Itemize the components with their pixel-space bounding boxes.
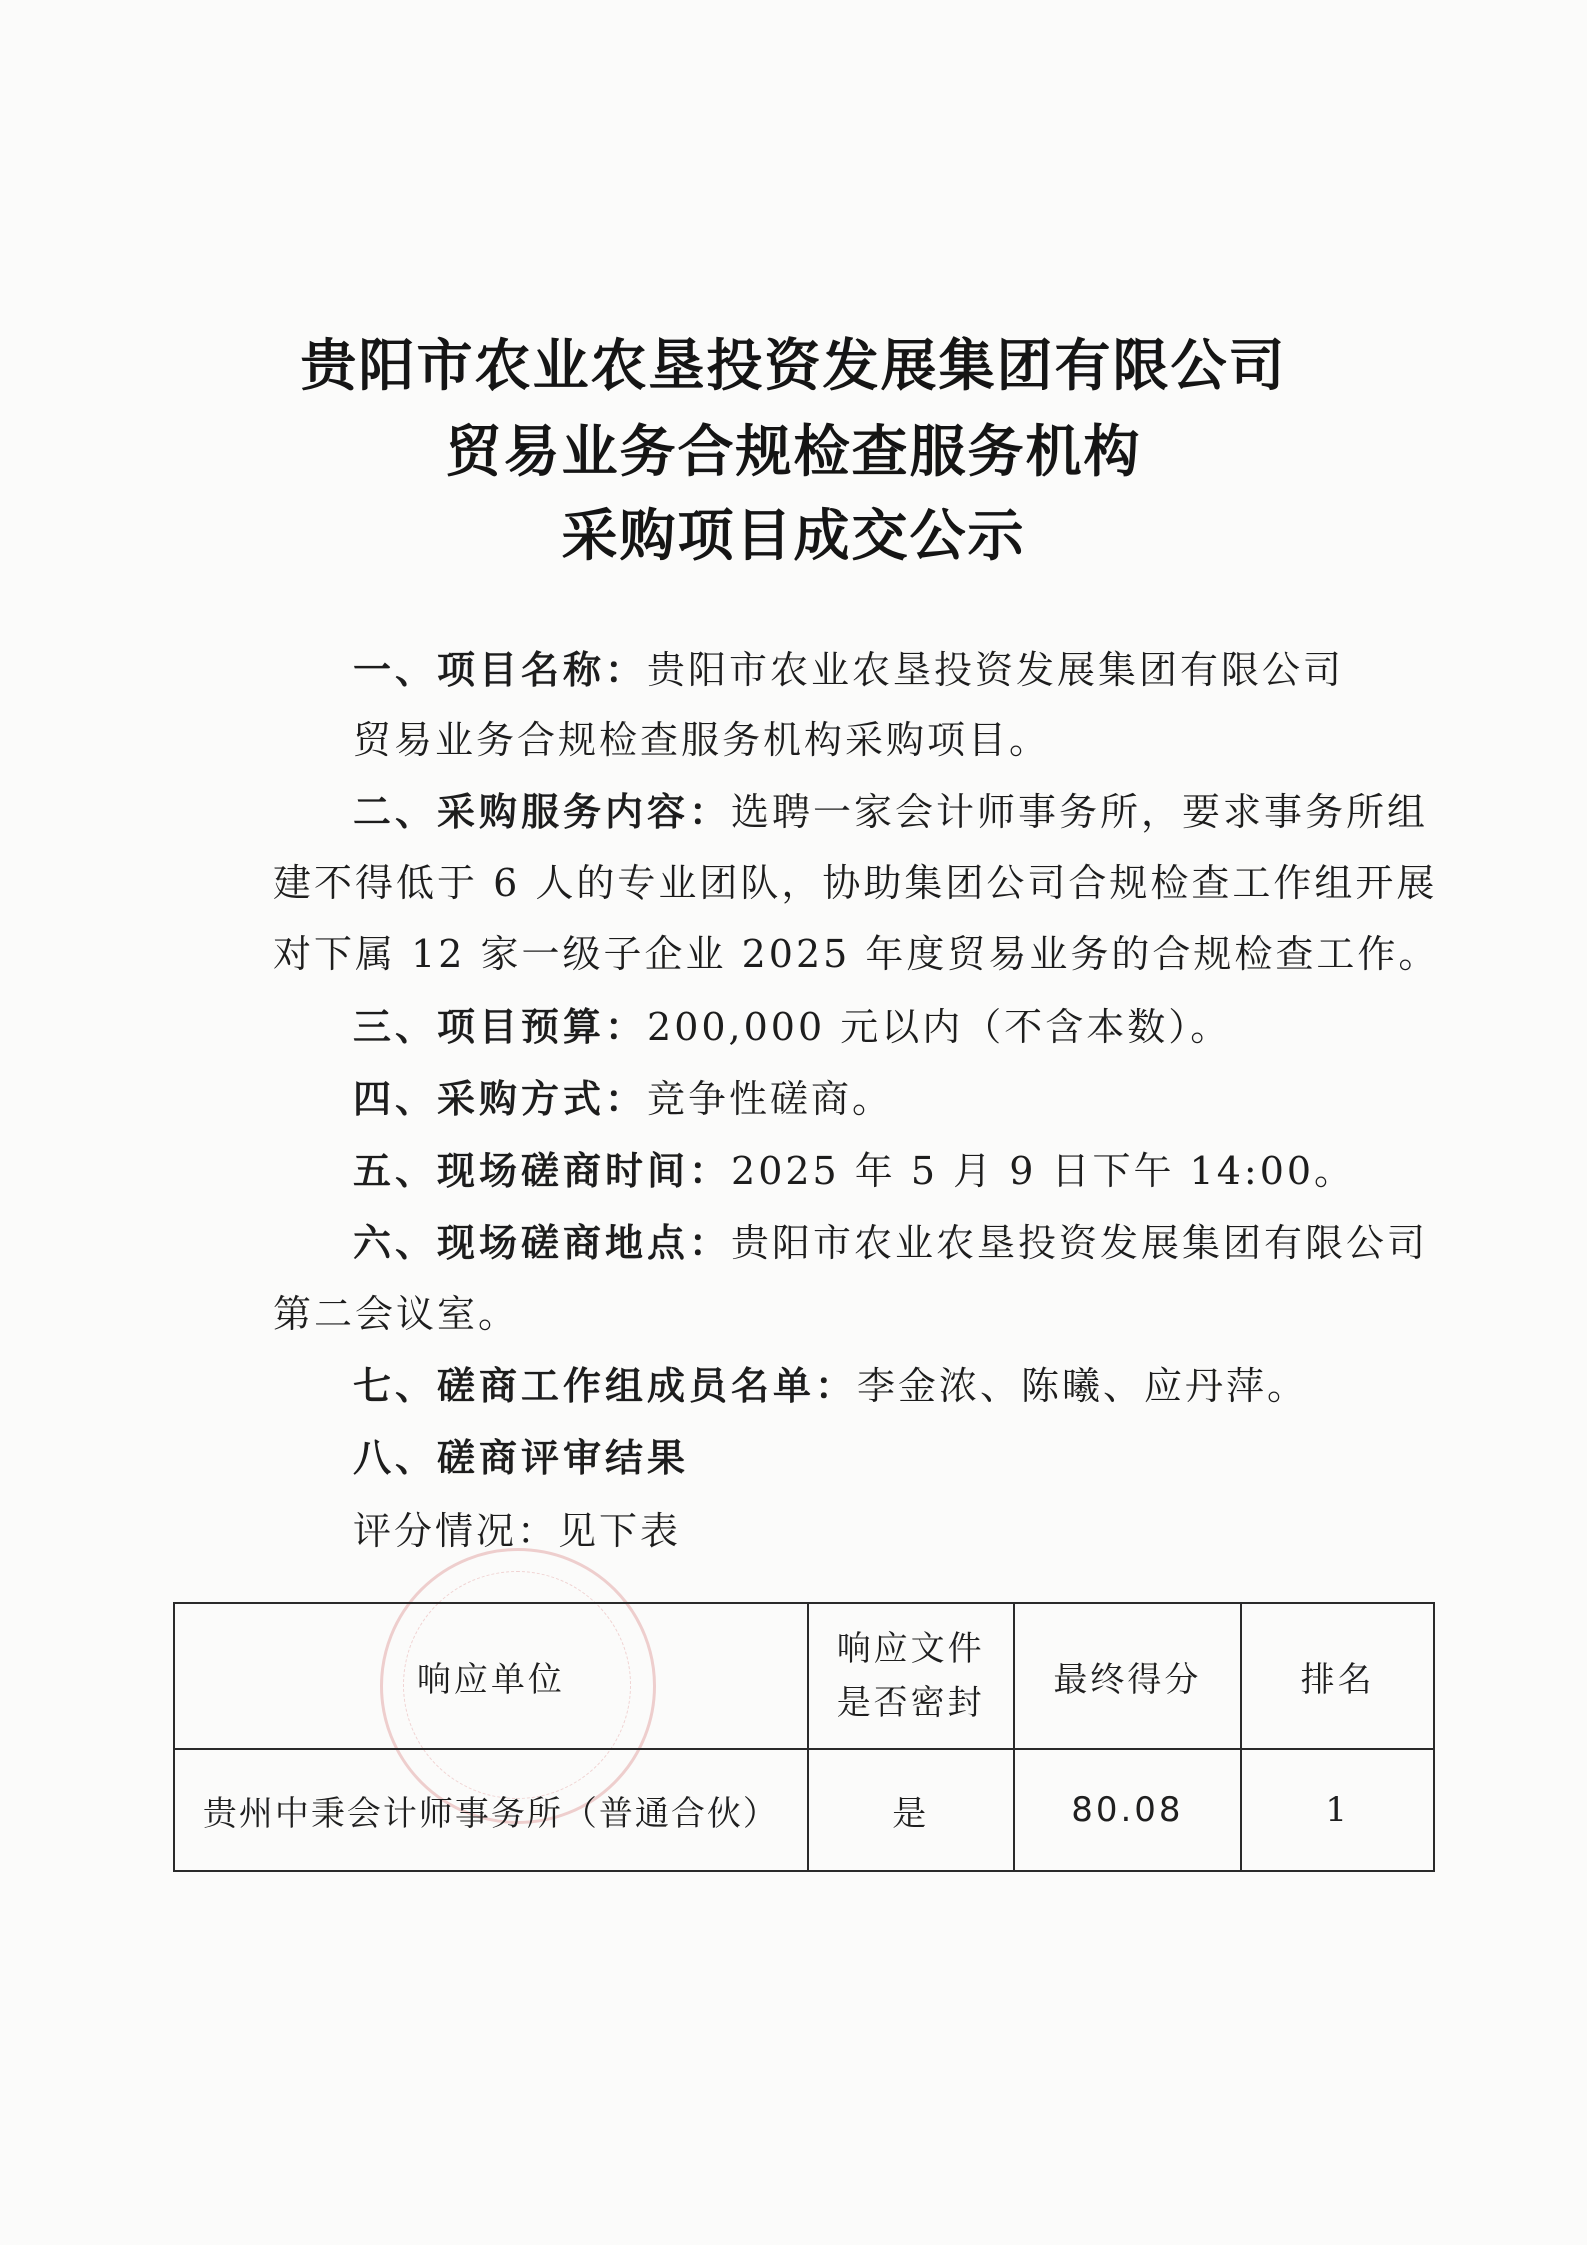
cell-rank: 1 <box>1241 1749 1434 1871</box>
section-5-label: 五、现场磋商时间： <box>353 1149 732 1193</box>
section-4 <box>353 1074 1433 1124</box>
title-line-2: 贸易业务合规检查服务机构 <box>445 420 1142 485</box>
header-rank: 排名 <box>1241 1603 1434 1749</box>
section-5 <box>353 1146 1433 1196</box>
section-1-text-2: 贸易业务合规检查服务机构采购项目。 <box>353 718 1051 762</box>
section-6 <box>353 1218 1433 1268</box>
section-2-text-2: 建不得低于 6 人的专业团队，协助集团公司合规检查工作组开展 <box>273 861 1438 905</box>
header-sealed-line-1: 响应文件 <box>836 1629 985 1669</box>
table-header-row <box>174 1603 1434 1749</box>
section-2-text-3: 对下属 12 家一级子企业 2025 年度贸易业务的合规检查工作。 <box>273 932 1440 976</box>
section-8-heading: 八、磋商评审结果 <box>353 1436 690 1480</box>
cell-sealed: 是 <box>808 1749 1014 1871</box>
scoring-note: 评分情况：见下表 <box>353 1509 682 1553</box>
score-table <box>173 1602 1435 1872</box>
section-5-text: 2025 年 5 月 9 日下午 14:00。 <box>731 1149 1356 1193</box>
section-1 <box>353 645 1433 695</box>
title-line-3: 采购项目成交公示 <box>561 504 1026 569</box>
cell-score: 80.08 <box>1014 1749 1242 1871</box>
section-3-label: 三、项目预算： <box>353 1005 648 1049</box>
header-sealed-line-2: 是否密封 <box>836 1683 985 1723</box>
header-unit: 响应单位 <box>174 1603 808 1749</box>
section-3-text: 200,000 元以内（不含本数）。 <box>647 1005 1232 1049</box>
section-2 <box>353 787 1433 837</box>
title-line-1: 贵阳市农业农垦投资发展集团有限公司 <box>300 334 1287 399</box>
table-row <box>174 1749 1434 1871</box>
section-4-label: 四、采购方式： <box>353 1077 648 1121</box>
cell-unit: 贵州中秉会计师事务所（普通合伙） <box>174 1749 808 1871</box>
section-7-label: 七、磋商工作组成员名单： <box>353 1364 858 1408</box>
section-6-text-2: 第二会议室。 <box>273 1292 520 1336</box>
section-1-text-1: 贵阳市农业农垦投资发展集团有限公司 <box>647 648 1345 692</box>
section-1-label: 一、项目名称： <box>353 648 648 692</box>
section-7 <box>353 1361 1433 1411</box>
section-7-text: 李金浓、陈曦、应丹萍。 <box>857 1364 1309 1408</box>
header-score: 最终得分 <box>1014 1603 1242 1749</box>
section-3 <box>353 1002 1433 1052</box>
section-4-text: 竞争性磋商。 <box>647 1077 894 1121</box>
section-2-text-1: 选聘一家会计师事务所，要求事务所组 <box>731 790 1429 834</box>
section-2-label: 二、采购服务内容： <box>353 790 732 834</box>
section-6-label: 六、现场磋商地点： <box>353 1221 732 1265</box>
section-6-text-1: 贵阳市农业农垦投资发展集团有限公司 <box>731 1221 1429 1265</box>
header-sealed <box>808 1603 1014 1749</box>
